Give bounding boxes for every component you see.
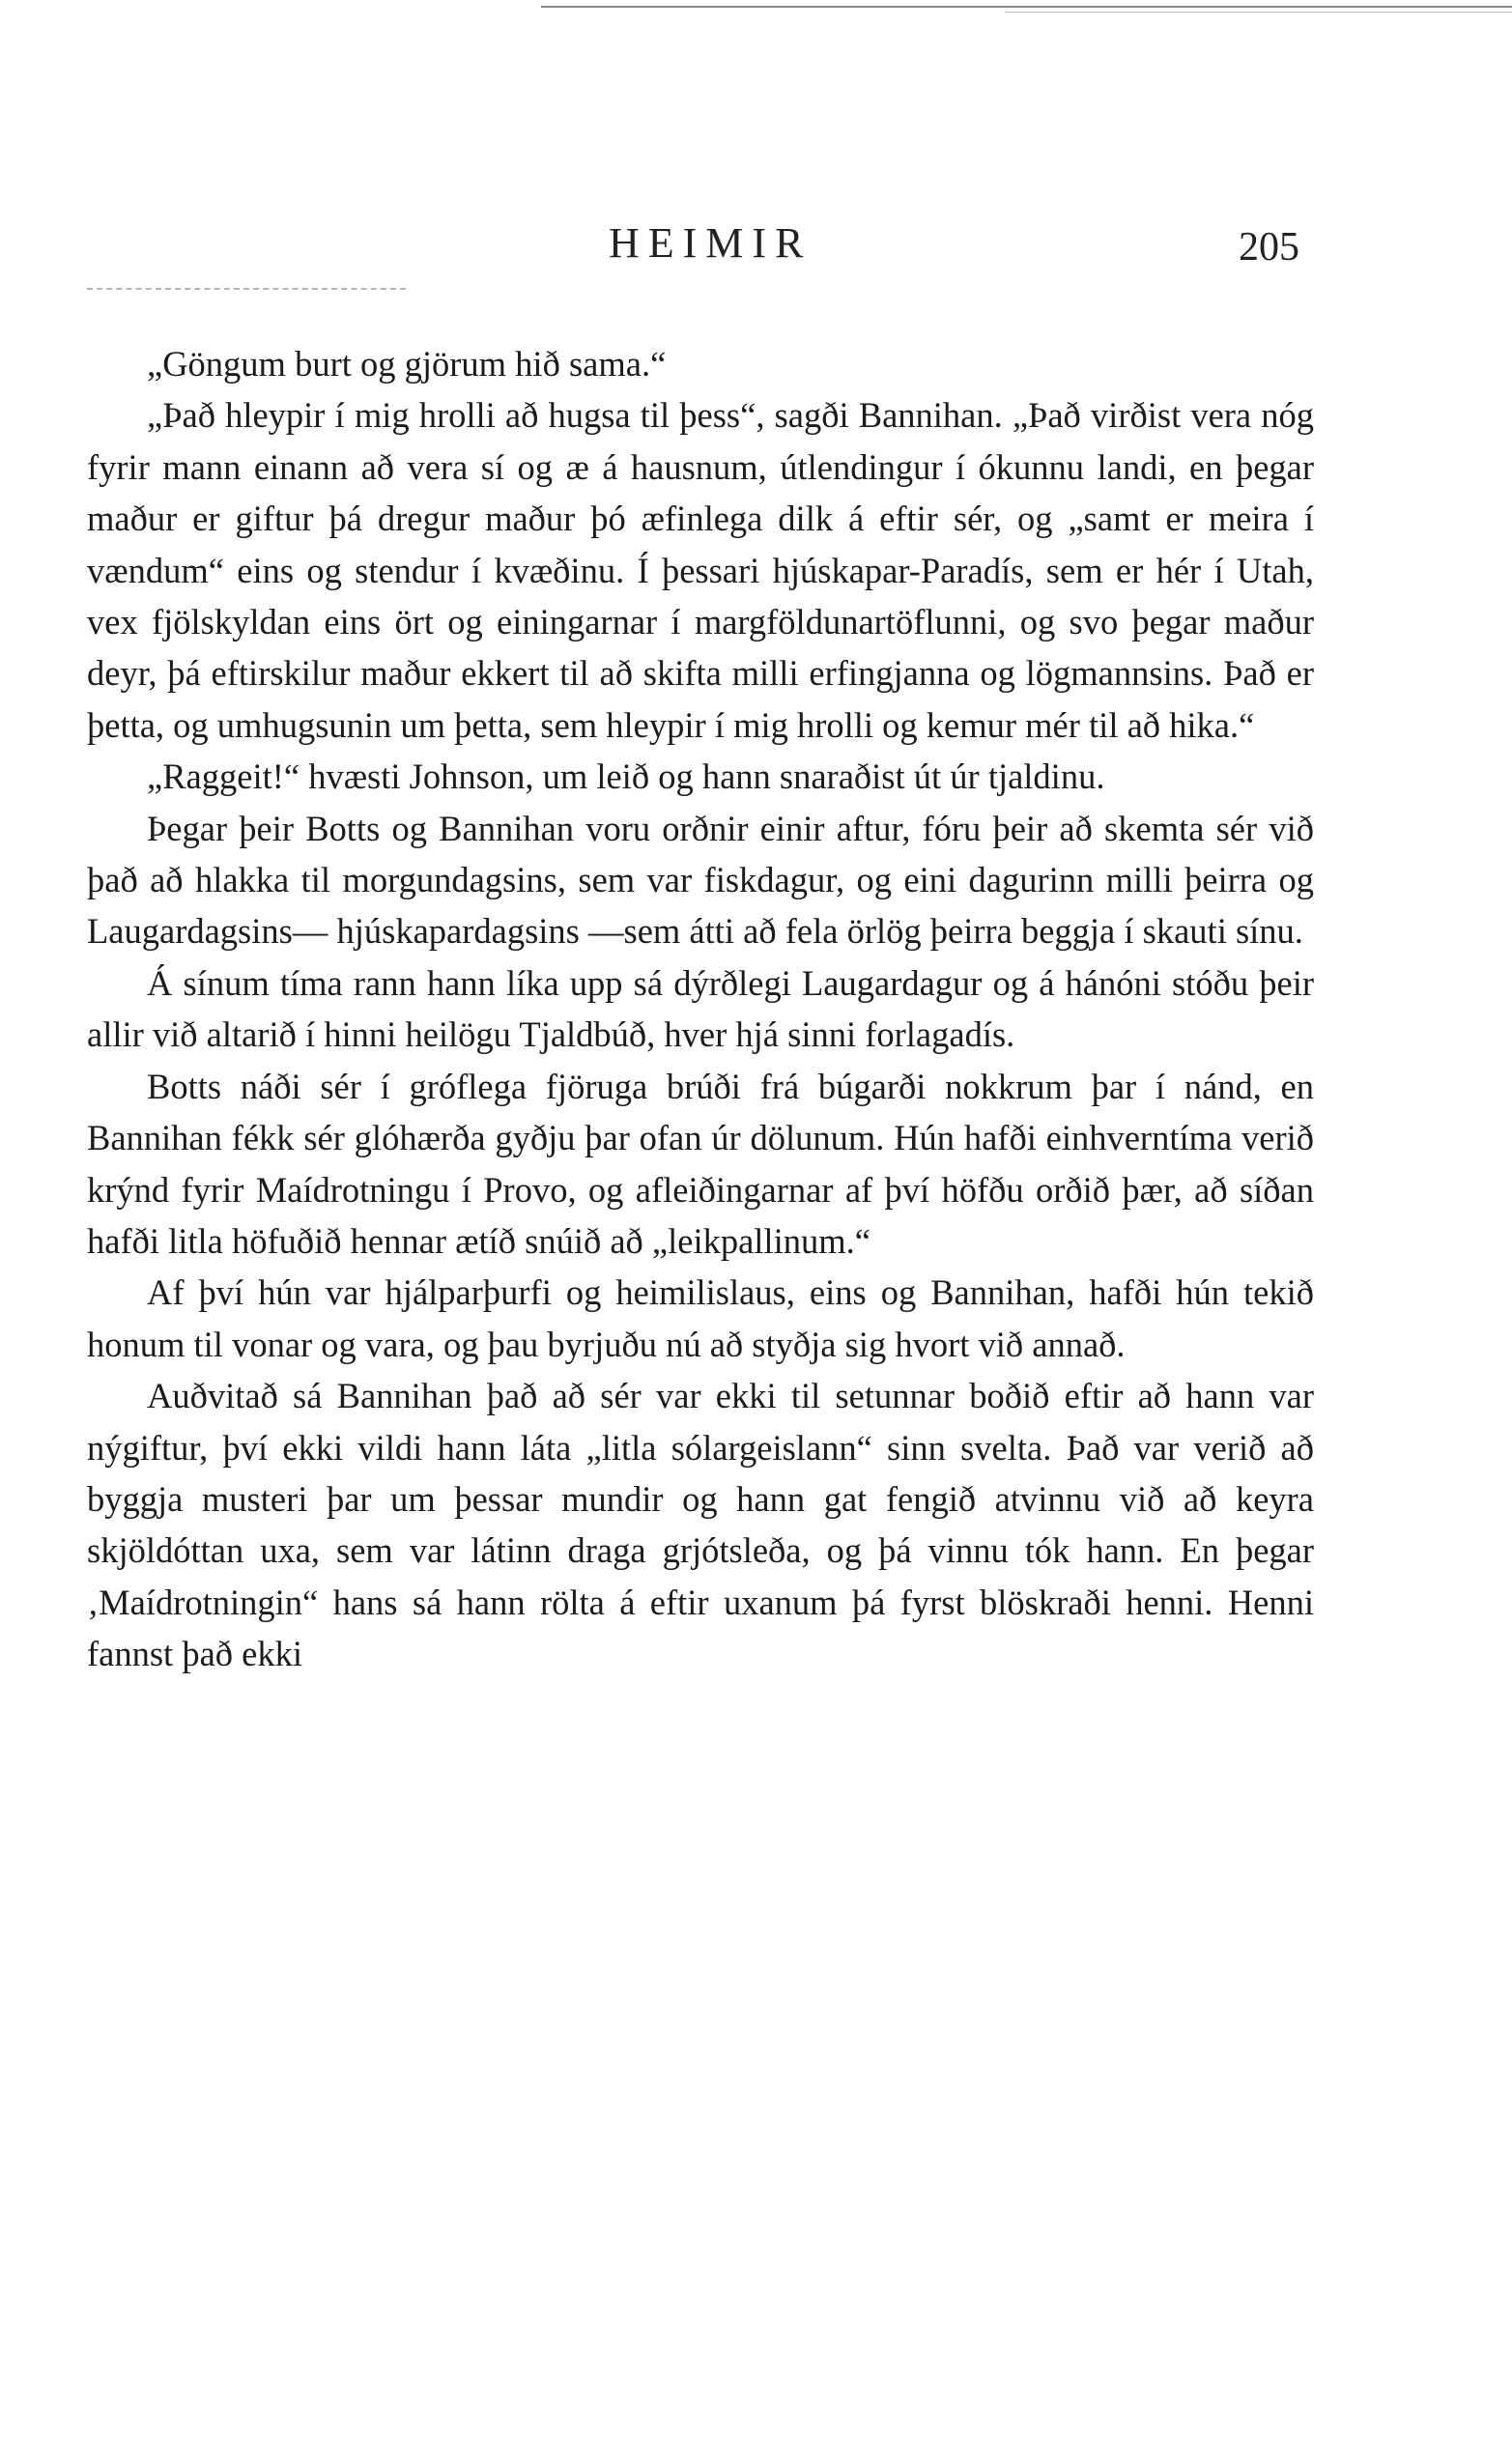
paragraph: „Göngum burt og gjörum hið sama.“ (147, 344, 667, 384)
top-border-line (541, 6, 1512, 8)
paragraph: Þegar þeir Botts og Bannihan voru orðnir einir aftur, fóru þeir að skemta sér við það að hlakka til morgundagsins, sem var fiskdagur, og eini dagurinn milli þeirra og Laugardagsins— hjúskapardagsins —sem átti að fela örlög þeirra beggja í skauti sínu. (87, 808, 1314, 952)
running-title: HEIMIR (609, 219, 813, 267)
body-text (87, 338, 1314, 1680)
paragraph: Á sínum tíma rann hann líka upp sá dýrðlegi Laugardagur og á hánóni stóðu þeir allir við altarið í hinni heilögu Tjaldbúð, hver hjá sinni forlagadís. (87, 962, 1314, 1055)
paragraph: „Það hleypir í mig hrolli að hugsa til þess“, sagði Bannihan. „Það virðist vera nóg fyrir mann einann að vera sí og æ á hausnum, útlendingur í ókunnu landi, en þegar maður er giftur þá dregur maður þó æfinlega dilk á eftir sér, og „samt er meira í vændum“ eins og stendur í kvæðinu. Í þessari hjúskapar-Paradís, sem er hér í Utah, vex fjölskyldan eins ört og einingarnar í margföldunartöflunni, og svo þegar maður deyr, þá eftirskilur maður ekkert til að skifta milli erfingjanna og lögmannsins. Það er þetta, og umhugsunin um þetta, sem hleypir í mig hrolli og kemur mér til að hika.“ (87, 395, 1314, 745)
paragraph: Auðvitað sá Bannihan það að sér var ekki til setunnar boðið eftir að hann var nýgiftur, því ekki vildi hann láta „litla sólargeislann“ sinn svelta. Það var verið að byggja musteri þar um þessar mundir og hann gat fengið atvinnu við að keyra skjöldóttan uxa, sem var látinn draga grjótsleða, og þá vinnu tók hann. En þegar ‚Maídrotningin“ hans sá hann rölta á eftir uxanum þá fyrst blöskraði henni. Henni fannst það ekki (87, 1376, 1314, 1674)
paragraph: Af því hún var hjálparþurfi og heimilislaus, eins og Bannihan, hafði hún tekið honum til vonar og vara, og þau byrjuðu nú að styðja sig hvort við annað. (87, 1272, 1314, 1364)
header-separator (87, 288, 406, 290)
paragraph: Botts náði sér í gróflega fjöruga brúði frá búgarði nokkrum þar í nánd, en Bannihan fékk sér glóhærða gyðju þar ofan úr dölunum. Hún hafði einhverntíma verið krýnd fyrir Maídrotningu í Provo, og afleiðingarnar af því höfðu orðið þær, að síðan hafði litla höfuðið hennar ætíð snúið að „leikpallinum.“ (87, 1066, 1314, 1261)
page-number: 205 (1239, 225, 1299, 270)
top-border-line-secondary (1005, 12, 1512, 13)
paragraph: „Raggeit!“ hvæsti Johnson, um leið og hann snaraðist út úr tjaldinu. (147, 756, 1105, 797)
